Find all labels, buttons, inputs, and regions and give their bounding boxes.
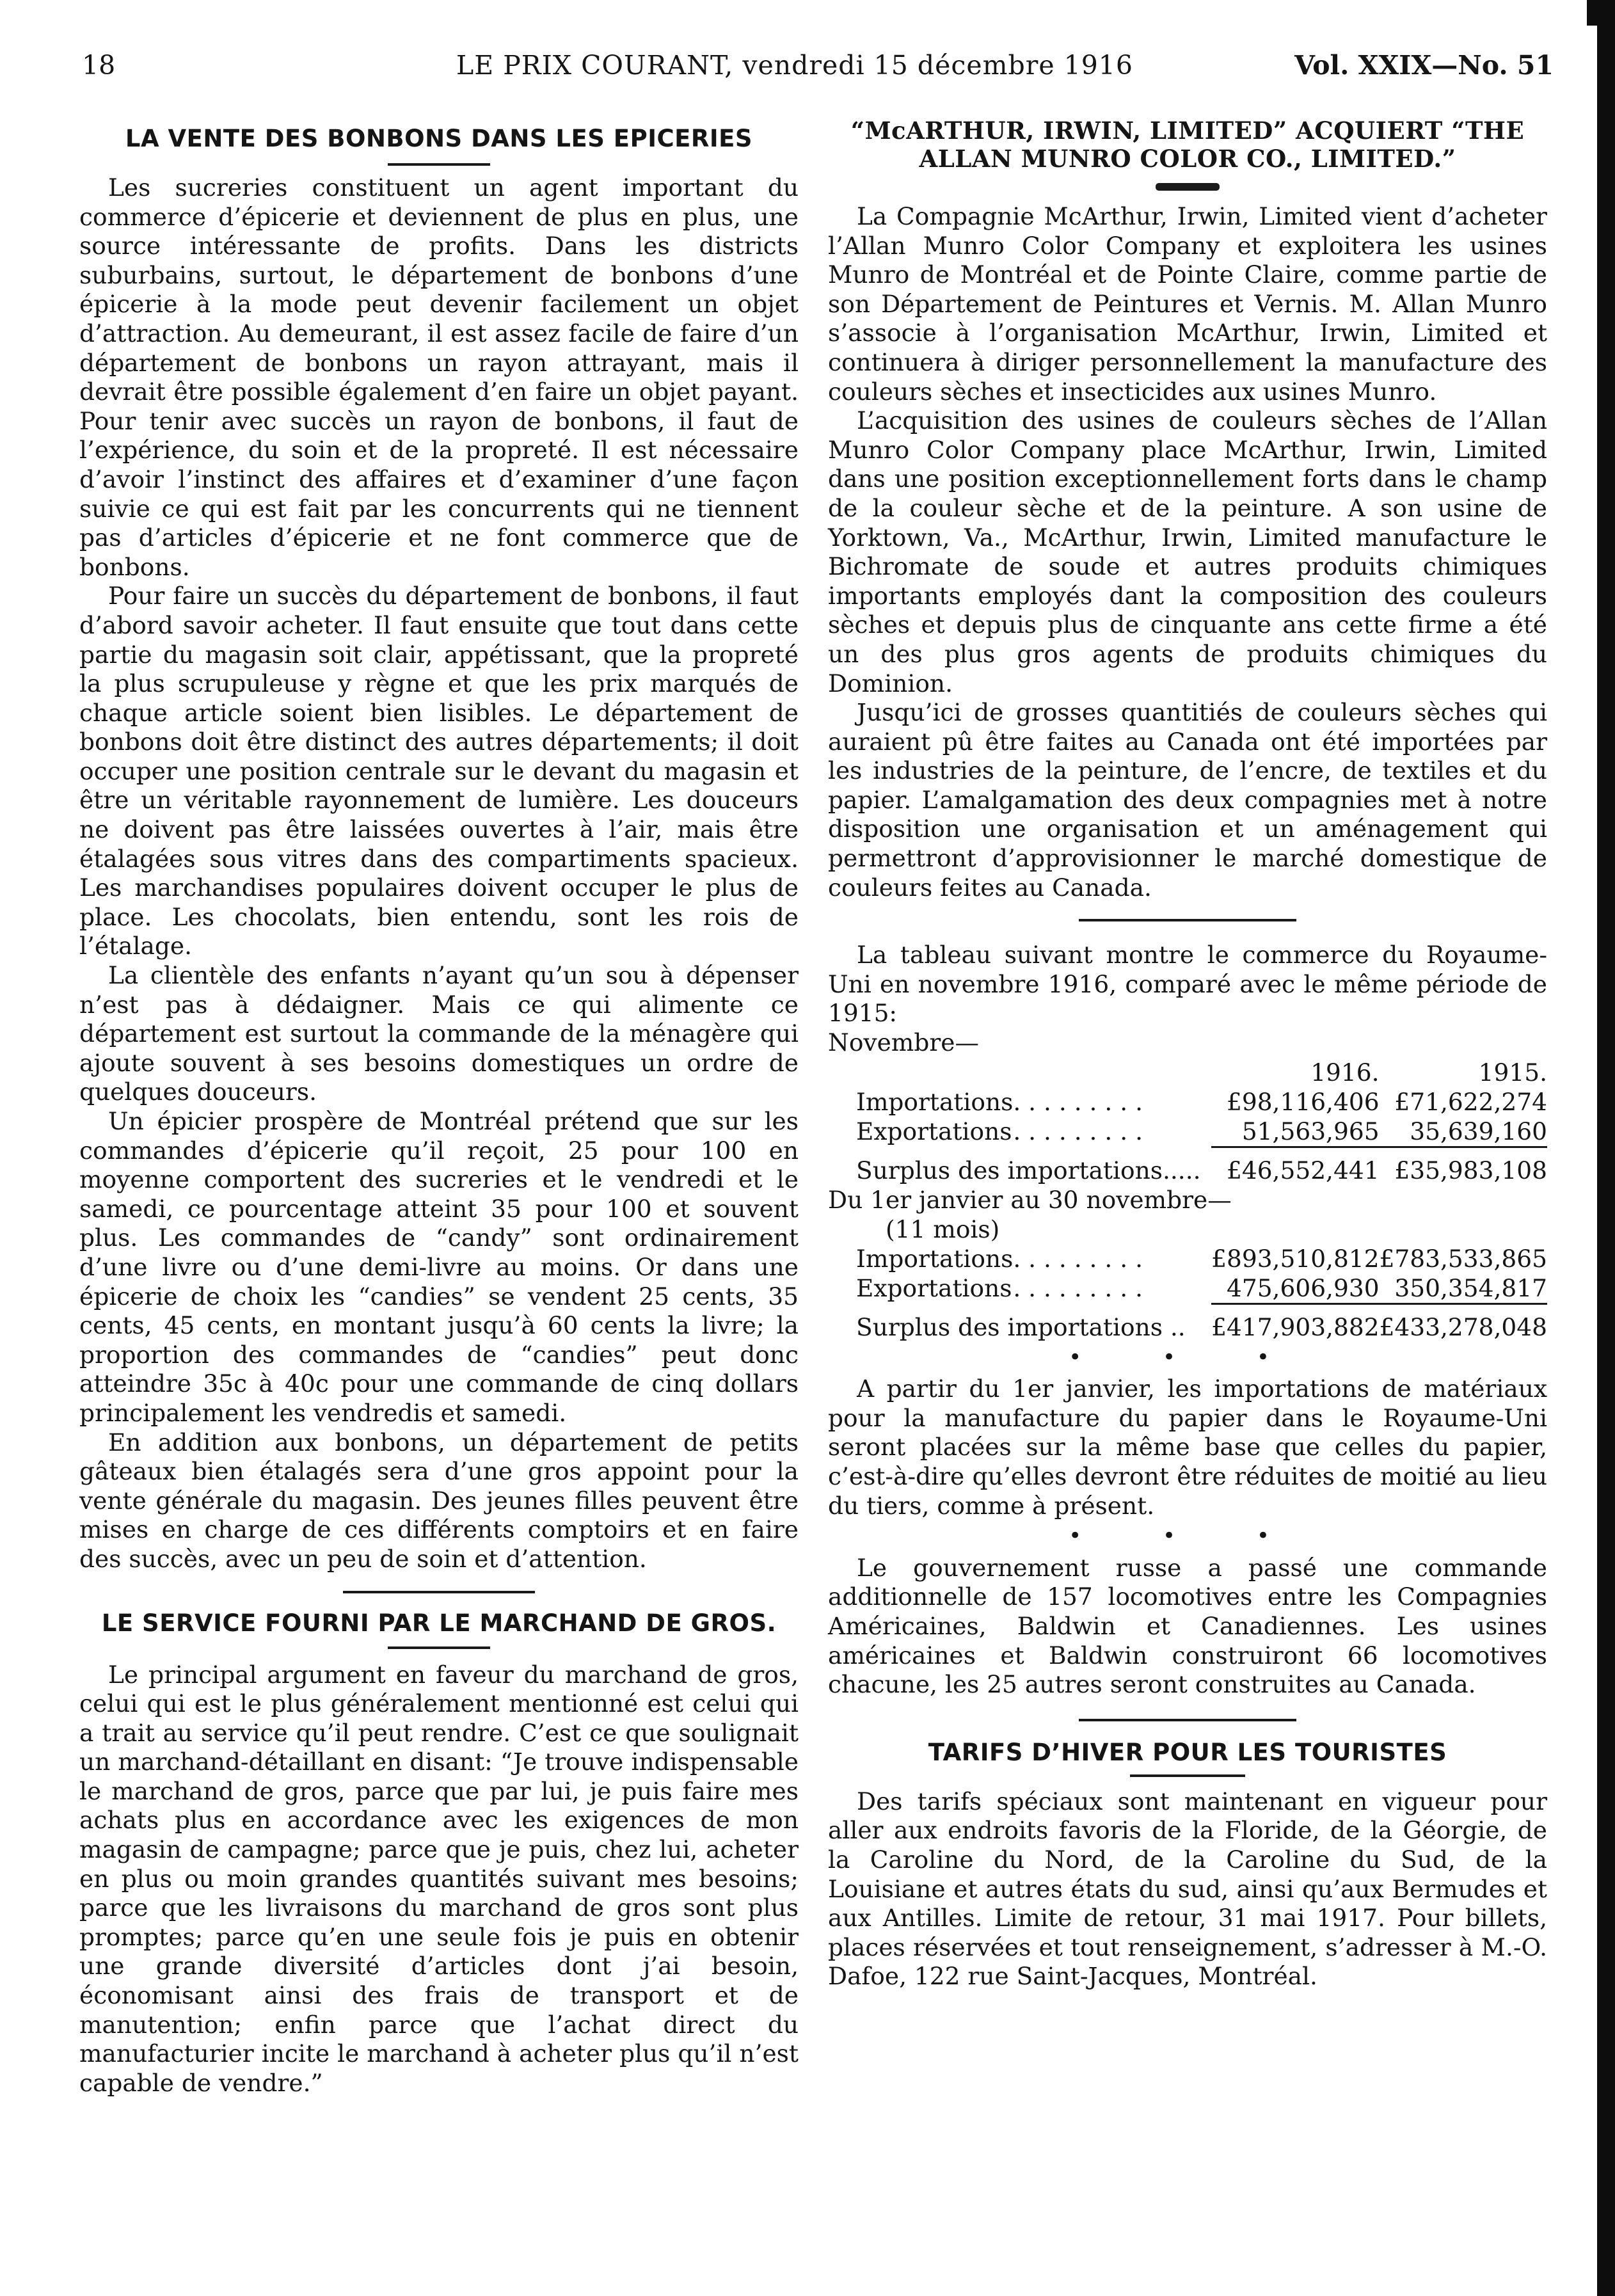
- dot-leader: . . . . . . . . .: [1013, 1117, 1143, 1146]
- value-1916: £46,552,441: [1226, 1156, 1380, 1184]
- volume-number: Vol. XXIX—No. 51: [1294, 50, 1554, 81]
- paragraph: La Compagnie McArthur, Irwin, Limited vient d’acheter l’Allan Munro Color Company et exploitera les usines Munro de Montréal et de Pointe Claire, comme partie de son Département de Peintures et Vernis. M. Allan Munro s’associe à l’organisation McArthur, Irwin, Limited et continuera à diriger personnellement la manufacture des couleurs sèches et insecticides aux usines Munro.: [828, 202, 1547, 406]
- row-label: Exportations: [856, 1117, 1012, 1146]
- table-row: [828, 1117, 1547, 1147]
- trade-month-label: Novembre—: [828, 1028, 979, 1057]
- row-label: Importations: [856, 1087, 1014, 1116]
- section-divider: [343, 1591, 535, 1593]
- paragraph: En addition aux bonbons, un département de petits gâteaux bien étalagés sera d’une gros appoint pour la vente générale du magasin. Des jeunes filles peuvent être mises en charge de ces différents comptoirs et en faire des succès, avec un peu de soin et d’attention.: [79, 1428, 799, 1573]
- dot-leader: . . . . . . . . .: [1013, 1244, 1143, 1273]
- bullet-separator: • • •: [1069, 1523, 1307, 1549]
- paragraph: Le principal argument en faveur du marchand de gros, celui qui est le plus généralement mentionné est celui qui a trait au service qu’il peut rendre. C’est ce que soulignait un marchand-détaillant en disant: “Je trouve indispensable le marchand de gros, parce que par lui, je puis faire mes achats plus en accordance avec les exigences de mon magasin de campagne; parce que je puis, chez lui, acheter en plus ou moin grandes quantités suivant mes besoins; parce que les livraisons du marchand de gros sont plus promptes; parce qu’en une seule fois je puis en obtenir une grande diversité d’articles dont j’ai besoin, économisant ainsi des frais de transport et de manutention; enfin parce que l’achat direct du manufacturier incite le marchand à acheter plus qu’il n’est capable de vendre.”: [79, 1660, 799, 2097]
- dot-leader: . . . . . . . . .: [1013, 1087, 1143, 1116]
- section-divider: [1079, 1719, 1296, 1721]
- title-rule: [388, 1646, 490, 1649]
- table-row: [828, 1087, 1547, 1117]
- title-rule: [1130, 1774, 1245, 1777]
- table-header-row: [828, 1058, 1547, 1087]
- table-total-row: [828, 1156, 1547, 1185]
- left-column: [79, 116, 799, 2098]
- table-period-sub-row: [828, 1215, 1547, 1244]
- trade-table: [828, 1058, 1547, 1342]
- publication-title: LE PRIX COURANT, vendredi 15 décembre 1916: [456, 50, 1133, 81]
- value-1915: 350,354,817: [1380, 1273, 1547, 1304]
- value-1915: £35,983,108: [1394, 1156, 1547, 1184]
- article-title-bonbons: LA VENTE DES BONBONS DANS LES EPICERIES: [125, 125, 753, 152]
- value-1916: £417,903,882: [1211, 1312, 1380, 1341]
- paragraph: Des tarifs spéciaux sont maintenant en vigueur pour aller aux endroits favoris de la Floride, de la Géorgie, de la Caroline du Nord, de la Caroline du Sud, de la Louisiane et autres états du sud, ainsi qu’aux Bermudes et aux Antilles. Limite de retour, 31 mai 1917. Pour billets, places réservées et tout renseignement, s’adresser à M.-O. Dafoe, 122 rue Saint-Jacques, Montréal.: [828, 1787, 1547, 1991]
- table-row: [828, 1244, 1547, 1273]
- russia-note: Le gouvernement russe a passé une commande additionnelle de 157 locomotives entre les Compagnies Américaines, Baldwin et Canadiennes. Les usines américaines et Baldwin construiront 66 locomotives chacune, les 25 autres seront construites au Canada.: [828, 1553, 1547, 1699]
- period-label: Du 1er janvier au 30 novembre—: [828, 1185, 1232, 1214]
- paragraph: Jusqu’ici de grosses quantitiés de couleurs sèches qui auraient pû être faites au Canada ont été importées par les industries de la peinture, de l’encre, de textiles et du papier. L’amalgamation des deux compagnies met à notre disposition une organisation et un aménagement qui permettront d’approvisionner le marché domestique de couleurs feites au Canada.: [828, 698, 1547, 902]
- bullet-separator: • • •: [1069, 1344, 1307, 1370]
- row-label: Importations: [856, 1244, 1014, 1273]
- column-header-1915: 1915.: [1478, 1058, 1547, 1087]
- article-title-mcarthur: “McARTHUR, IRWIN, LIMITED” ACQUIERT “THE ALLAN MUNRO COLOR CO., LIMITED.”: [850, 116, 1525, 173]
- paragraph: Pour faire un succès du département de bonbons, il faut d’abord savoir acheter. Il faut ensuite que tout dans cette partie du magasin soit clair, appétissant, que la propreté la plus scrupuleuse y règne et que les prix marqués de chaque article soient bien lisibles. Le département de bonbons doit être distinct des autres départements; il doit occuper une position centrale sur le devant du magasin et être un véritable rayonnement de lumière. Les douceurs ne doivent pas être laissées ouvertes à l’air, mais être étalagées sous vitres dans des compartiments spacieux. Les marchandises populaires doivent occuper le plus de place. Les chocolats, bien entendu, sont les rois de l’étalage.: [79, 582, 799, 961]
- article-title-marchand-de-gros: LE SERVICE FOURNI PAR LE MARCHAND DE GROS.: [101, 1609, 777, 1637]
- column-header-1916: 1916.: [1310, 1058, 1380, 1087]
- value-1916: £98,116,406: [1226, 1087, 1380, 1116]
- page-number: 18: [82, 50, 116, 81]
- right-column: [828, 116, 1547, 1991]
- page-edge-bar: [1597, 0, 1615, 2296]
- value-1916: £893,510,812: [1211, 1244, 1380, 1273]
- table-total-row: [828, 1312, 1547, 1342]
- table-period-label-row: [828, 1185, 1547, 1215]
- period-sublabel: (11 mois): [886, 1215, 1000, 1243]
- ornament-divider: [1156, 183, 1220, 191]
- paragraph: L’acquisition des usines de couleurs sèches de l’Allan Munro Color Company place McArthur, Irwin, Limited dans une position exceptionnellement forts dans le champ de la couleur sèche et de la peinture. A son usine de Yorktown, Va., McArthur, Irwin, Limited manufacture le Bichromate de soude et autres produits chimiques importants employés dant la composition des couleurs sèches et depuis plus de cinquante ans cette firme a été un des plus gros agents de produits chimiques du Dominion.: [828, 406, 1547, 698]
- value-1915: 35,639,160: [1380, 1117, 1547, 1147]
- paragraph: Un épicier prospère de Montréal prétend que sur les commandes d’épicerie qu’il reçoit, 25 pour 100 en moyenne comportent des sucreries et le vendredi et le samedi, ce pourcentage atteint 35 pour 100 et souvent plus. Les commandes de “candy” sont ordinairement d’une livre ou d’une demi-livre au moins. Or dans une épicerie de choix les “candies” se vendent 25 cents, 35 cents, 45 cents, en montant jusqu’à 60 cents la livre; la proportion des commandes de “candies” peut donc atteindre 35c à 40c pour une commande de cinq dollars principalement les vendredis et samedi.: [79, 1107, 799, 1427]
- running-header: [82, 50, 1554, 95]
- paragraph: Les sucreries constituent un agent important du commerce d’épicerie et deviennent de plus en plus, une source intéressante de profits. Dans les districts suburbains, surtout, le département de bonbons d’une épicerie à la mode peut devenir facilement un objet d’attraction. Au demeurant, il est assez facile de faire d’un département de bonbons un rayon attrayant, mais il devrait être possible également d’en faire un objet payant. Pour tenir avec succès un rayon de bonbons, il faut de l’expérience, du soin et de la propreté. Il est nécessaire d’avoir l’instinct des affaires et d’examiner d’une façon suivie ce qui est fait par les concurrents qui ne tiennent pas d’articles d’épicerie et ne font commerce que de bonbons.: [79, 173, 799, 581]
- value-1915: £433,278,048: [1379, 1312, 1547, 1341]
- section-divider: [1079, 919, 1296, 921]
- page-edge-corner: [1587, 0, 1615, 26]
- title-rule: [388, 163, 490, 166]
- value-1915: £71,622,274: [1394, 1087, 1547, 1116]
- value-1915: £783,533,865: [1379, 1244, 1547, 1273]
- row-label: Exportations: [856, 1274, 1012, 1303]
- value-1916: 475,606,930: [1211, 1273, 1379, 1304]
- row-label: Surplus des importations ..: [856, 1312, 1186, 1341]
- row-label: Surplus des importations.....: [856, 1156, 1201, 1184]
- value-1916: 51,563,965: [1211, 1117, 1379, 1147]
- article-title-tarifs: TARIFS D’HIVER POUR LES TOURISTES: [928, 1738, 1447, 1766]
- dot-leader: . . . . . . . . .: [1013, 1274, 1143, 1303]
- paragraph: La clientèle des enfants n’ayant qu’un sou à dépenser n’est pas à dédaigner. Mais ce qui alimente ce département est surtout la commande de la ménagère qui ajoute souvent à ses besoins domestiques un ordre de quelques douceurs.: [79, 961, 799, 1106]
- trade-intro: La tableau suivant montre le commerce du Royaume-Uni en novembre 1916, comparé avec le même période de 1915:: [828, 941, 1547, 1028]
- table-row: [828, 1273, 1547, 1304]
- paper-note: A partir du 1er janvier, les importations de matériaux pour la manufacture du papier dans le Royaume-Uni seront placées sur la même base que celles du papier, c’est-à-dire qu’elles devront être réduites de moitié au lieu du tiers, comme à présent.: [828, 1375, 1547, 1520]
